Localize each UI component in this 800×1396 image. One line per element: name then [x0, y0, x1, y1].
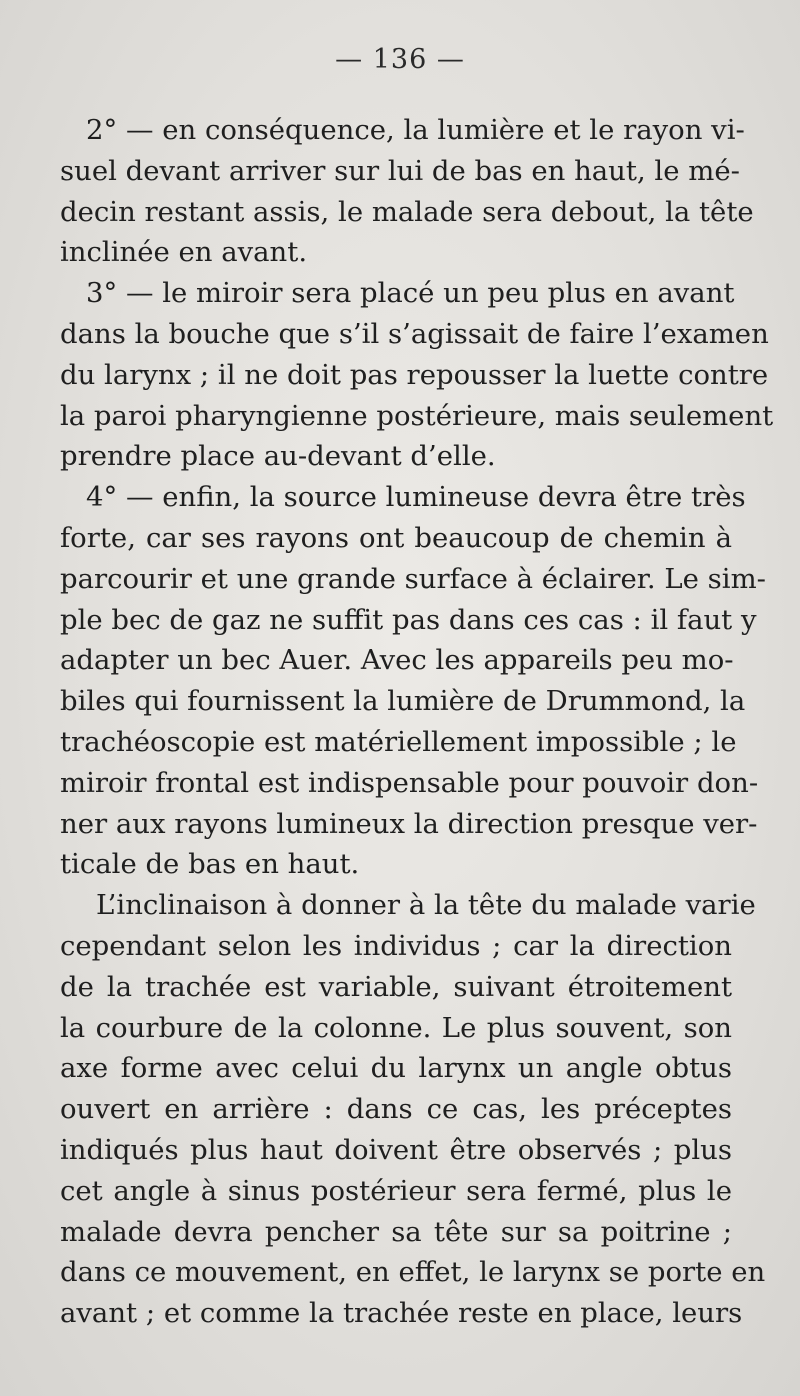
text-line: la paroi pharyngienne postérieure, mais seulement	[60, 399, 774, 432]
text-line: axe forme avec celui du larynx un angle obtus	[60, 1052, 732, 1085]
text-line: dans la bouche que s’il s’agissait de faire l’examen	[60, 317, 769, 350]
text-line: biles qui fournissent la lumière de Drummond, la	[60, 685, 746, 718]
paragraph-item-3	[60, 273, 774, 477]
paragraph-item-4	[60, 477, 766, 885]
text-line: forte, car ses rayons ont beaucoup de chemin à	[60, 521, 732, 554]
text-line: dans ce mouvement, en effet, le larynx se porte en	[60, 1256, 766, 1289]
page-body	[60, 110, 774, 1334]
text-line: ouvert en arrière : dans ce cas, les préceptes	[60, 1093, 732, 1126]
text-line: cependant selon les individus ; car la direction	[60, 929, 732, 962]
text-line: prendre place au-devant d’elle.	[60, 440, 496, 473]
text-line: ticale de bas en haut.	[60, 848, 360, 881]
text-line: malade devra pencher sa tête sur sa poitrine ;	[60, 1215, 732, 1248]
paragraph-inclinaison	[60, 885, 766, 1334]
text-line: du larynx ; il ne doit pas repousser la luette contre	[60, 358, 769, 391]
text-line: suel devant arriver sur lui de bas en haut, le mé-	[60, 154, 740, 187]
text-line: decin restant assis, le malade sera debout, la tête	[60, 195, 754, 228]
text-line: L’inclinaison à donner à la tête du malade varie	[96, 889, 756, 922]
text-line: de la trachée est variable, suivant étroitement	[60, 970, 732, 1003]
text-line: 2° — en conséquence, la lumière et le rayon vi-	[86, 114, 745, 146]
paragraph-item-2	[60, 110, 754, 273]
text-line: parcourir et une grande surface à éclairer. Le sim-	[60, 562, 766, 595]
text-line: ner aux rayons lumineux la direction presque ver-	[60, 807, 758, 840]
text-line: ple bec de gaz ne suffit pas dans ces cas : il faut y	[60, 603, 757, 636]
text-line: cet angle à sinus postérieur sera fermé, plus le	[60, 1174, 732, 1207]
text-line: miroir frontal est indispensable pour pouvoir don-	[60, 766, 759, 799]
text-line: 3° — le miroir sera placé un peu plus en avant	[86, 277, 735, 310]
page-number: — 136 —	[335, 44, 465, 75]
text-line: la courbure de la colonne. Le plus souvent, son	[60, 1011, 732, 1044]
text-line: adapter un bec Auer. Avec les appareils peu mo-	[60, 644, 734, 677]
text-line: 4° — enfin, la source lumineuse devra être très	[86, 481, 746, 514]
text-line: trachéoscopie est matériellement impossible ; le	[60, 725, 737, 758]
text-line: inclinée en avant.	[60, 236, 308, 269]
text-line: indiqués plus haut doivent être observés ; plus	[60, 1133, 732, 1166]
text-line: avant ; et comme la trachée reste en place, leurs	[60, 1297, 743, 1330]
